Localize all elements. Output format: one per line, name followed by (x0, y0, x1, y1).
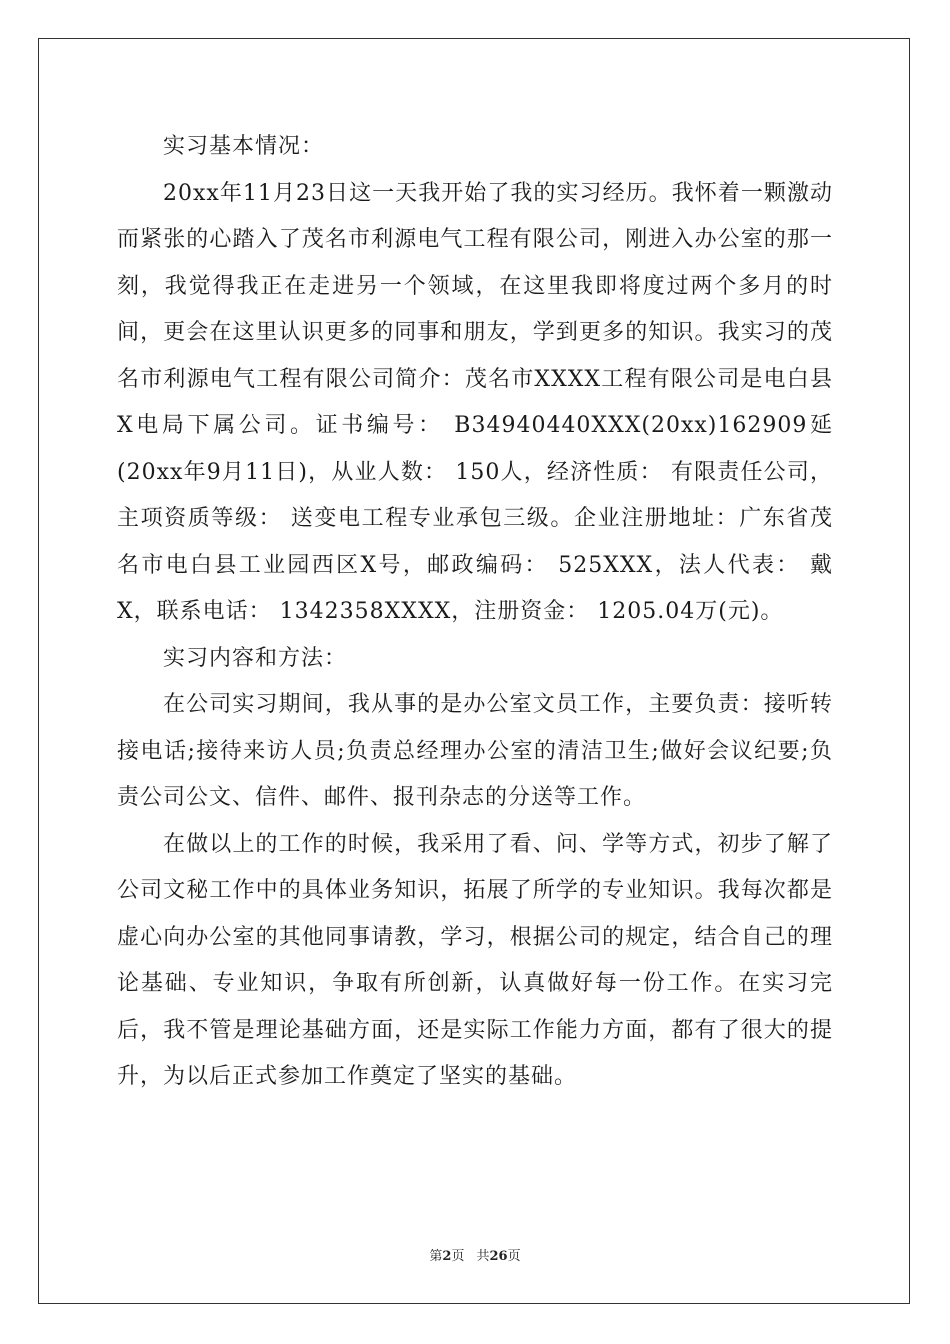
paragraph-job-duties: 在公司实习期间，我从事的是办公室文员工作，主要负责：接听转接电话;接待来访人员;负责总经理办公室的清洁卫生;做好会议纪要;负责公司公文、信件、邮件、报刊杂志的分送等工作。 (117, 692, 833, 810)
total-pages: 26 (489, 1249, 508, 1264)
page-suffix: 页 (451, 1249, 465, 1264)
paragraph-learning-outcome: 在做以上的工作的时候，我采用了看、问、学等方式，初步了解了公司文秘工作中的具体业务知识，拓展了所学的专业知识。我每次都是虚心向办公室的其他同事请教，学习，根据公司的规定，结合自己的理论基础、专业知识，争取有所创新，认真做好每一份工作。在实习完后，我不管是理论基础方面，还是实际工作能力方面，都有了很大的提升，为以后正式参加工作奠定了坚实的基础。 (117, 831, 833, 1089)
section-heading-basic-info: 实习基本情况： (163, 134, 325, 159)
total-suffix: 页 (507, 1249, 521, 1264)
total-prefix: 共 (476, 1249, 490, 1264)
document-body (117, 124, 833, 1101)
section-heading-content-method: 实习内容和方法： (163, 645, 348, 671)
page-number: 2 (442, 1249, 452, 1264)
paragraph-internship-overview: 20xx年11月23日这一天我开始了我的实习经历。我怀着一颗激动而紧张的心踏入了茂名市利源电气工程有限公司，刚进入办公室的那一刻，我觉得我正在走进另一个领域，在这里我即将度过两个多月的时间，更会在这里认识更多的同事和朋友，学到更多的知识。我实习的茂名市利源电气工程有限公司简介：茂名市XXXX工程有限公司是电白县X电局下属公司。证书编号： B34940440XXX(20xx)162909延(20xx年9月11日)，从业人数： 150人，经济性质： 有限责任公司，主项资质等级： 送变电工程专业承包三级。企业注册地址：广东省茂名市电白县工业园西区X号，邮政编码： 525XXX，法人代表： 戴X，联系电话： 1342358XXXX，注册资金： 1205.04万(元)。 (117, 180, 833, 624)
page-prefix: 第 (429, 1249, 443, 1264)
page-footer (0, 1247, 950, 1267)
